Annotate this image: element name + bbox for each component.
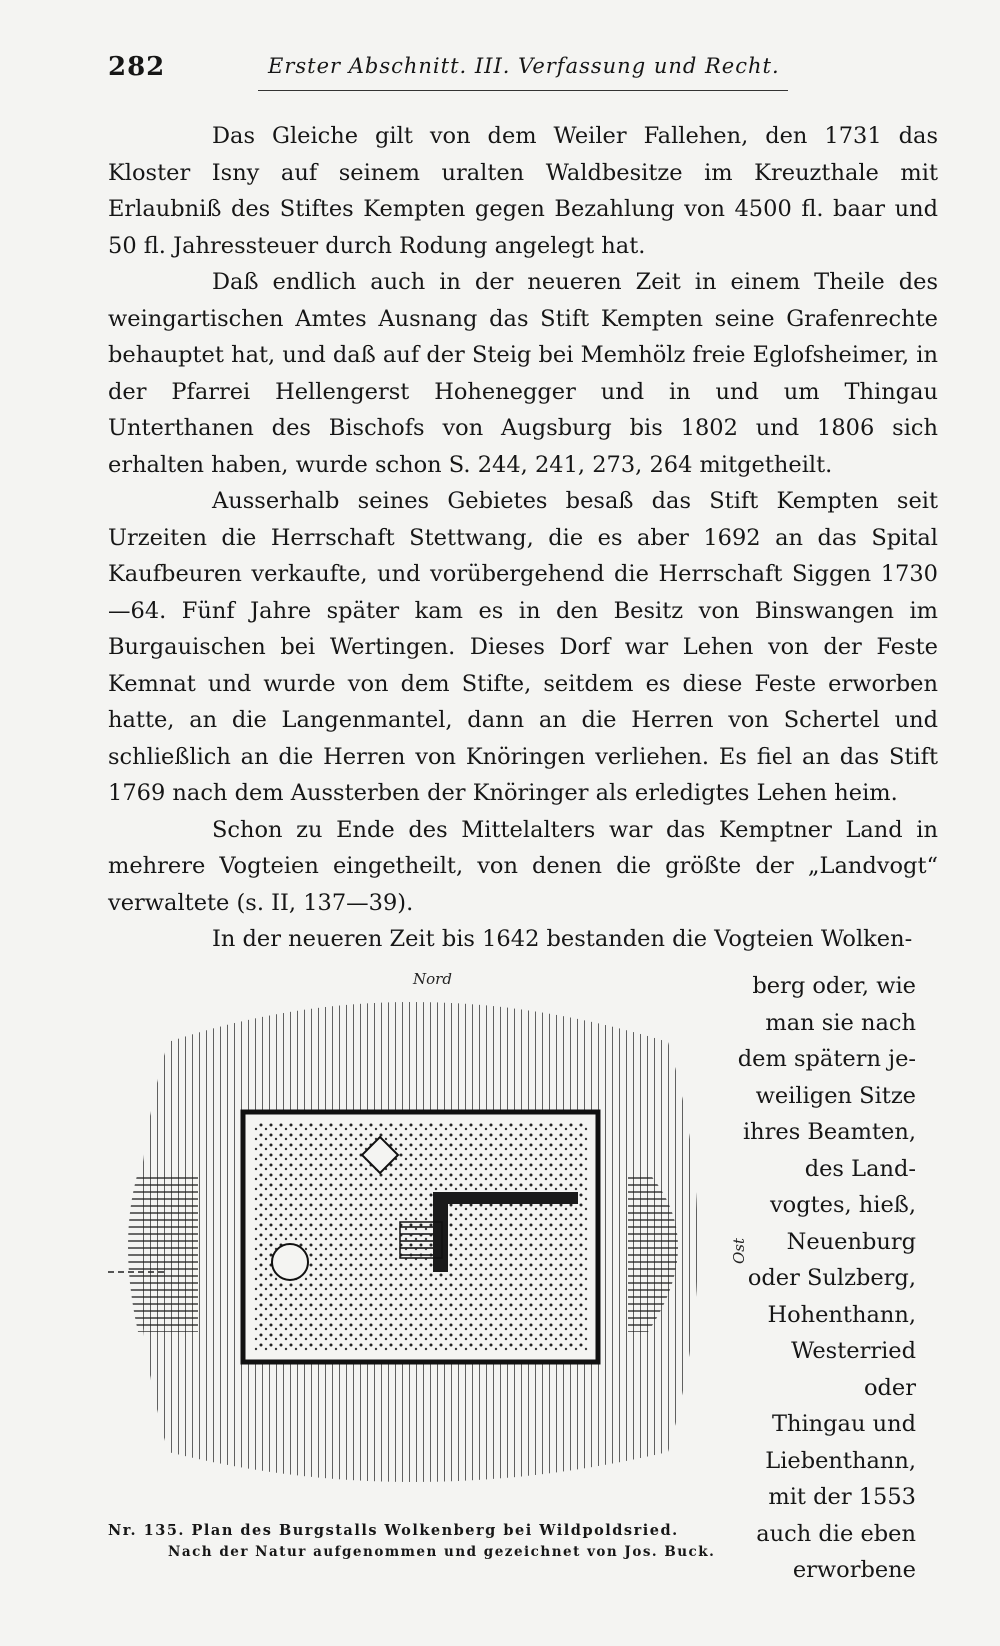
paragraph-ausserhalb: Ausserhalb seines Gebietes besaß das Stift Kempten seit Urzeiten die Herrschaft Stettwang, die es aber 1692 an das Spital Kaufbeuren verkaufte, und vorübergehend die Herrschaft Siggen 1730—64. Fünf Jahre später kam es in den Besitz von Binswangen im Burgauischen bei Wertingen. Dieses Dorf war Lehen von der Feste Kemnat und wurde von dem Stifte, seitdem es diese Feste erworben hatte, an die Langenmantel, dann an die Herren von Schertel und schließlich an die Herren von Knöringen verliehen. Es fiel an das Stift 1769 nach dem Aussterben der Knöringer als erledigtes Lehen heim. — [108, 488, 938, 806]
side-line: vogtes, hieß, — [769, 1192, 916, 1218]
side-line: mit der 1553 — [768, 1484, 916, 1510]
side-line: man sie nach — [765, 1009, 916, 1036]
castle-plan-drawing — [108, 972, 718, 1512]
paragraph-fallehen: Das Gleiche gilt von dem Weiler Fallehen, den 1731 das Kloster Isny auf seinem uralten Waldbesitze im Kreuzthale mit Erlaubniß des Stiftes Kempten gegen Bezahlung von 4500 fl. baar und 50 fl. Jahressteuer durch Rodung angelegt hat. — [108, 123, 938, 259]
side-line: erworbene — [792, 1557, 916, 1583]
side-line: des Land- — [804, 1155, 916, 1182]
side-line: Liebenthann, — [765, 1447, 916, 1474]
paragraph-vogteien: Schon zu Ende des Mittelalters war das Kemptner Land in mehrere Vogteien eingetheilt, von denen die größte der „Landvogt“ verwaltete (s. II, 137—39). — [108, 816, 938, 916]
well-marker — [272, 1244, 308, 1280]
west-slope — [128, 1172, 198, 1332]
side-line: auch die eben — [756, 1520, 916, 1547]
page-number: 282 — [108, 52, 166, 82]
side-line: Thingau und — [771, 1411, 916, 1437]
side-line: dem spätern je- — [737, 1046, 916, 1072]
paragraph-grafenrechte: Daß endlich auch in der neueren Zeit in einem Theile des weingartischen Amtes Ausnang das Stift Kempten seine Grafenrechte behauptet hat, und daß auf der Steig bei Memhölz freie Eglofsheimer, in der Pfarrei Hellengerst Hohenegger und in und um Thingau Unterthanen des Bischofs von Augsburg bis 1802 und 1806 sich erhalten haben, wurde schon S. 244, 241, 273, 264 mitgetheilt. — [108, 269, 938, 478]
running-title: Erster Abschnitt. III. Verfassung und Recht. — [268, 54, 780, 78]
caption-title: Nr. 135. Plan des Burgstalls Wolkenberg bei Wildpoldsried. — [108, 1522, 679, 1539]
castle-plan-figure — [108, 972, 748, 1572]
side-line: Hohenthann, — [767, 1301, 916, 1328]
figure-block — [108, 972, 938, 1622]
side-line: Westerried oder — [791, 1338, 916, 1401]
side-line: berg oder, wie — [752, 973, 916, 999]
east-label: Ost — [730, 1237, 748, 1264]
building-footprint — [400, 1222, 442, 1258]
side-column-text — [736, 968, 916, 1589]
header-rule — [258, 90, 788, 91]
paragraph-neuere-zeit: In der neueren Zeit bis 1642 bestanden die Vogteien Wolken- — [212, 926, 913, 952]
north-label: Nord — [413, 970, 452, 988]
side-line: weiligen Sitze — [755, 1082, 916, 1109]
body-text — [108, 118, 938, 958]
side-line: ihres Beamten, — [742, 1119, 916, 1145]
side-line: oder Sulzberg, — [747, 1265, 916, 1291]
side-line: Neuenburg — [786, 1228, 916, 1255]
page-header — [108, 50, 788, 90]
caption-credit: Nach der Natur aufgenommen und gezeichnet von Jos. Buck. — [168, 1544, 716, 1560]
